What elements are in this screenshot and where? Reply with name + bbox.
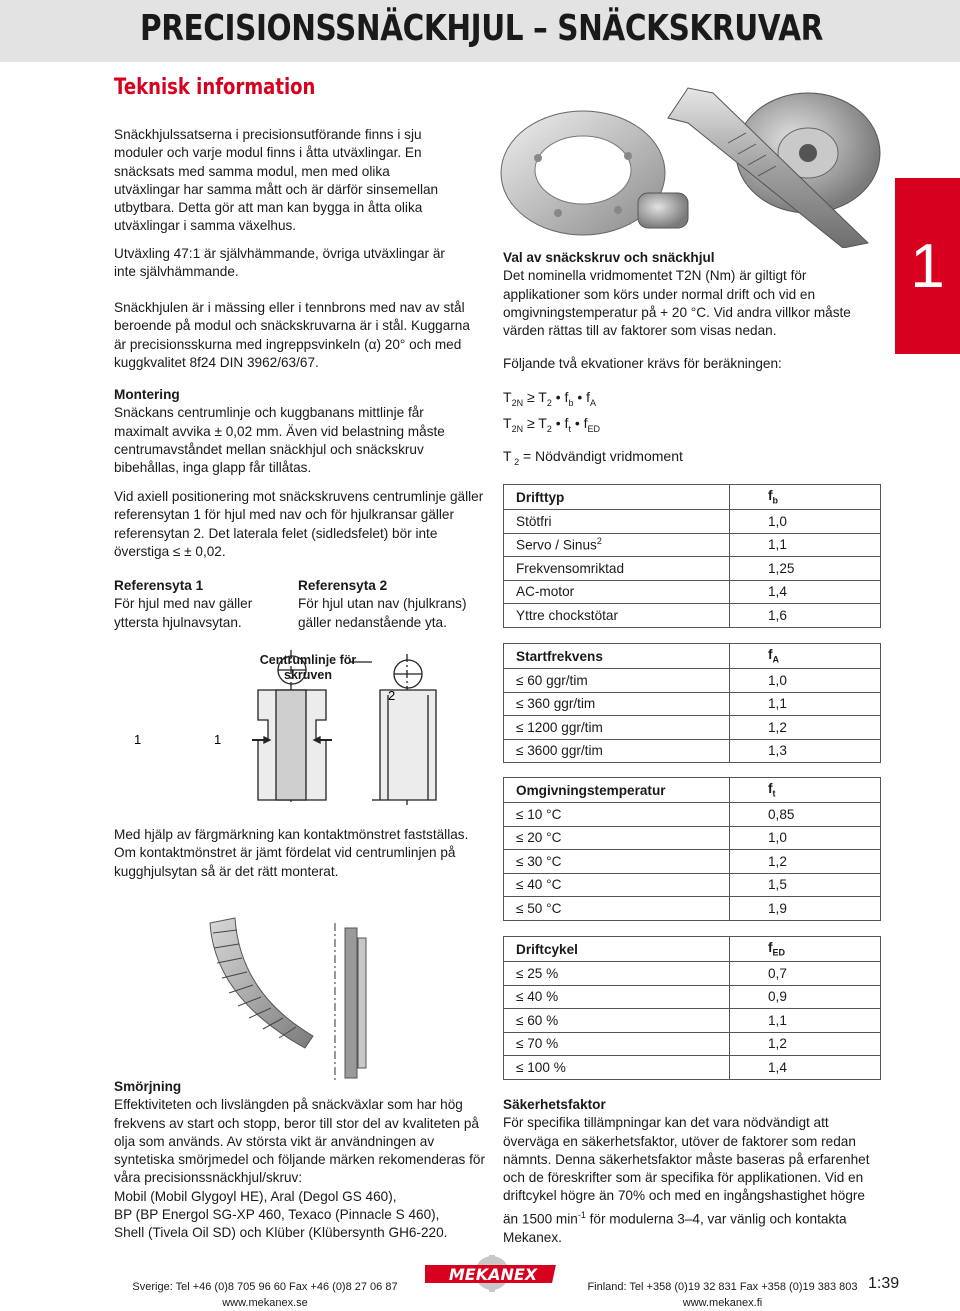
table-cell: 1,2 <box>730 850 881 874</box>
table-cell: 1,2 <box>730 716 881 740</box>
section-title: Teknisk information <box>114 75 316 100</box>
table-cell: ≤ 25 % <box>504 962 730 986</box>
logo-text: MEKANEX <box>448 1265 538 1284</box>
table-header-label: Driftcykel <box>504 937 730 962</box>
table-cell: 1,9 <box>730 897 881 921</box>
equation-intro: Följande två ekvationer krävs för beräkningen: <box>503 356 782 371</box>
table-header-factor: $f_{ED}$ <box>730 937 881 962</box>
ref1-text: För hjul med nav gäller yttersta hjulnavsytan. <box>114 596 253 630</box>
table-cell: 1,0 <box>730 826 881 850</box>
montering-paragraph-2: Vid axiell positionering mot snäckskruvens centrumlinje gäller referensytan 1 för hjul med nav och för hjulkransar gäller referensytan 2. Det laterala felet (sidledsfelet) bör inte överstiga ≤ ± 0,02. <box>114 489 484 559</box>
montering-paragraph-1: Snäckans centrumlinje och kuggbanans mittlinje får maximalt avvika ± 0,02 mm. Även vid belastning måste centrumavståndet mellan snäckhjul och snäckskruv bibehållas, inga glapp får tillåtas. <box>114 405 445 476</box>
table-cell: ≤ 100 % <box>504 1056 730 1080</box>
smorjning-text: Effektiviteten och livslängden på snäckväxlar som har hög frekvens av start och stopp, beror till stor del av kvaliteten på olja som används. Av största vikt är användningen av syntetiska smörjmedel och följande märken rekomenderas för våra precisionssnäckhjul/skruv: <box>114 1097 485 1186</box>
intro-paragraph-3: Snäckhjulen är i mässing eller i tennbrons med nav av stål beroende på modul och snäckskruvarna är i stål. Kuggarna är precisionsskurna med ingreppsvinkeln (α) 20° och med kuggkvalitet 8f24 DIN 3962/63/67. <box>114 300 470 370</box>
intro-paragraph-2: Utväxling 47:1 är självhämmande, övriga utväxlingar är inte självhämmande. <box>114 246 445 280</box>
ref2-text: För hjul utan nav (hjulkrans) gäller nedanstående yta. <box>298 596 467 630</box>
table-cell: 1,5 <box>730 873 881 897</box>
table-cell: Stötfri <box>504 510 730 534</box>
table-cell: 1,25 <box>730 557 881 581</box>
t2-definition: T $_2$ = Nödvändigt vridmoment <box>503 448 683 467</box>
table-cell: Yttre chockstötar <box>504 604 730 628</box>
table-driftcykel-wrap <box>503 936 881 1080</box>
table-cell: ≤ 70 % <box>504 1032 730 1056</box>
footer-finland-url[interactable]: www.mekanex.fi <box>682 1297 763 1309</box>
table-header-factor: $f_A$ <box>730 644 881 669</box>
table-cell: Frekvensomriktad <box>504 557 730 581</box>
footer-finland <box>580 1279 865 1311</box>
sakerhet-text: För specifika tillämpningar kan det vara nödvändigt att överväga en säkerhetsfaktor, utöver de faktorer som redan nämnts. Denna säkerhetsfaktor måste baseras på erfarenhet och de föreskrifter som är specifika för applikationen. Vid en driftcykel högre än 70% och med en ingångshastighet högre än 1500 $\min^{-1}$ för modulerna 3–4, var vänlig och kontakta Mekanex. <box>503 1115 870 1245</box>
intro-p1-block <box>114 126 459 236</box>
page-number: 1:39 <box>868 1275 900 1292</box>
table-cell: ≤ 60 % <box>504 1009 730 1033</box>
table-startfrekvens <box>503 643 881 763</box>
intro-paragraph-1: Snäckhjulssatserna i precisionsutförande finns i sju moduler och varje modul finns i åtta utväxlingar. En snäcksats med samma modul, men med olika utväxlingar har samma mått och är därför sinsemellan utbytbara. Detta gör att man kan bygga in åtta olika utväxlingar i samma växelhus. <box>114 127 439 234</box>
ref1-title: Referensyta 1 <box>114 578 204 593</box>
smorjning-brand-3: Shell (Tivela Oil SD) och Klüber (Klübersynth GH6-220. <box>114 1225 448 1241</box>
table-omgivningstemperatur <box>503 777 881 921</box>
smorjning-brand-2: BP (BP Energol SG-XP 460, Texaco (Pinnacle S 460), <box>114 1207 440 1223</box>
table-cell: 0,9 <box>730 985 881 1009</box>
diagram-label-1-left: 1 <box>134 732 142 747</box>
table-cell: 0,7 <box>730 962 881 986</box>
table-header-label: Startfrekvens <box>504 644 730 669</box>
chapter-tab: 1 <box>895 178 960 354</box>
table-cell: 1,0 <box>730 510 881 534</box>
table-header-factor: $f_b$ <box>730 485 881 510</box>
footer-finland-contact: Finland: Tel +358 (0)19 32 831 Fax +358 (0)19 383 803 <box>587 1281 858 1293</box>
footer-sweden-url[interactable]: www.mekanex.se <box>222 1297 308 1309</box>
table-cell: ≤ 50 °C <box>504 897 730 921</box>
table-cell: ≤ 20 °C <box>504 826 730 850</box>
table-cell: 1,2 <box>730 1032 881 1056</box>
table-cell: 1,6 <box>730 604 881 628</box>
diagram-label-1-right: 1 <box>214 732 222 747</box>
ref2-title: Referensyta 2 <box>298 578 388 593</box>
equation-1: $T_{2N} \ge T_2$ • $f_b$ • $f_A$ <box>503 389 597 408</box>
marking-paragraph: Med hjälp av färgmärkning kan kontaktmönstret fastställas. Om kontaktmönstret är jämt fördelat vid centrumlinjen på kugghjulsytan så är det rätt monterat. <box>114 827 469 879</box>
centerline-label: Centrumlinje för skruven <box>259 653 357 682</box>
table-cell: 1,4 <box>730 1056 881 1080</box>
val-text: Det nominella vridmomentet T2N (Nm) är giltigt för applikationer som körs under normal drift och vid en omgivningstemperatur på + 20 °C. Vid andra villkor måste värden rättas till av faktorer som visas nedan. <box>503 268 851 339</box>
table-cell: ≤ 40 % <box>504 985 730 1009</box>
table-driftcykel <box>503 936 881 1080</box>
table-cell: ≤ 40 °C <box>504 873 730 897</box>
table-header-label: Drifttyp <box>504 485 730 510</box>
smorjning-title: Smörjning <box>114 1079 182 1094</box>
table-cell: ≤ 10 °C <box>504 803 730 827</box>
table-cell: 1,1 <box>730 692 881 716</box>
table-cell: ≤ 60 ggr/tim <box>504 669 730 693</box>
table-cell: ≤ 30 °C <box>504 850 730 874</box>
table-cell: 1,3 <box>730 739 881 763</box>
worm-gear-photo <box>498 78 893 248</box>
page-title: PRECISIONSSNÄCKHJUL – SNÄCKSKRUVAR <box>140 8 823 49</box>
table-startfrekvens-wrap <box>503 643 881 763</box>
table-cell: 1,1 <box>730 1009 881 1033</box>
diagram-label-2: 2 <box>388 688 396 703</box>
table-cell: ≤ 360 ggr/tim <box>504 692 730 716</box>
footer-sweden-contact: Sverige: Tel +46 (0)8 705 96 60 Fax +46 (0)8 27 06 87 <box>132 1281 398 1293</box>
table-cell: AC-motor <box>504 580 730 604</box>
table-cell: 1,1 <box>730 533 881 557</box>
table-cell: ≤ 1200 ggr/tim <box>504 716 730 740</box>
table-drifttyp <box>503 484 881 628</box>
smorjning-brand-1: Mobil (Mobil Glygoyl HE), Aral (Degol GS 460), <box>114 1188 397 1204</box>
mekanex-logo <box>425 1255 560 1295</box>
table-cell: 1,0 <box>730 669 881 693</box>
table-drifttyp-wrap <box>503 484 881 628</box>
table-cell: 0,85 <box>730 803 881 827</box>
montering-title: Montering <box>114 387 180 402</box>
table-header-label: Omgivningstemperatur <box>504 778 730 803</box>
table-header-factor: $f_t$ <box>730 778 881 803</box>
footer-sweden <box>120 1279 410 1311</box>
table-cell: 1,4 <box>730 580 881 604</box>
table-temperatur-wrap <box>503 777 881 921</box>
val-title: Val av snäckskruv och snäckhjul <box>503 250 715 265</box>
gear-contact-image <box>195 908 380 1083</box>
table-cell: Servo / Sinus$^2$ <box>504 533 730 557</box>
table-cell: ≤ 3600 ggr/tim <box>504 739 730 763</box>
sakerhet-title: Säkerhetsfaktor <box>503 1097 606 1112</box>
equation-2: $T_{2N} \ge T_2$ • $f_t$ • $f_{ED}$ <box>503 415 601 434</box>
